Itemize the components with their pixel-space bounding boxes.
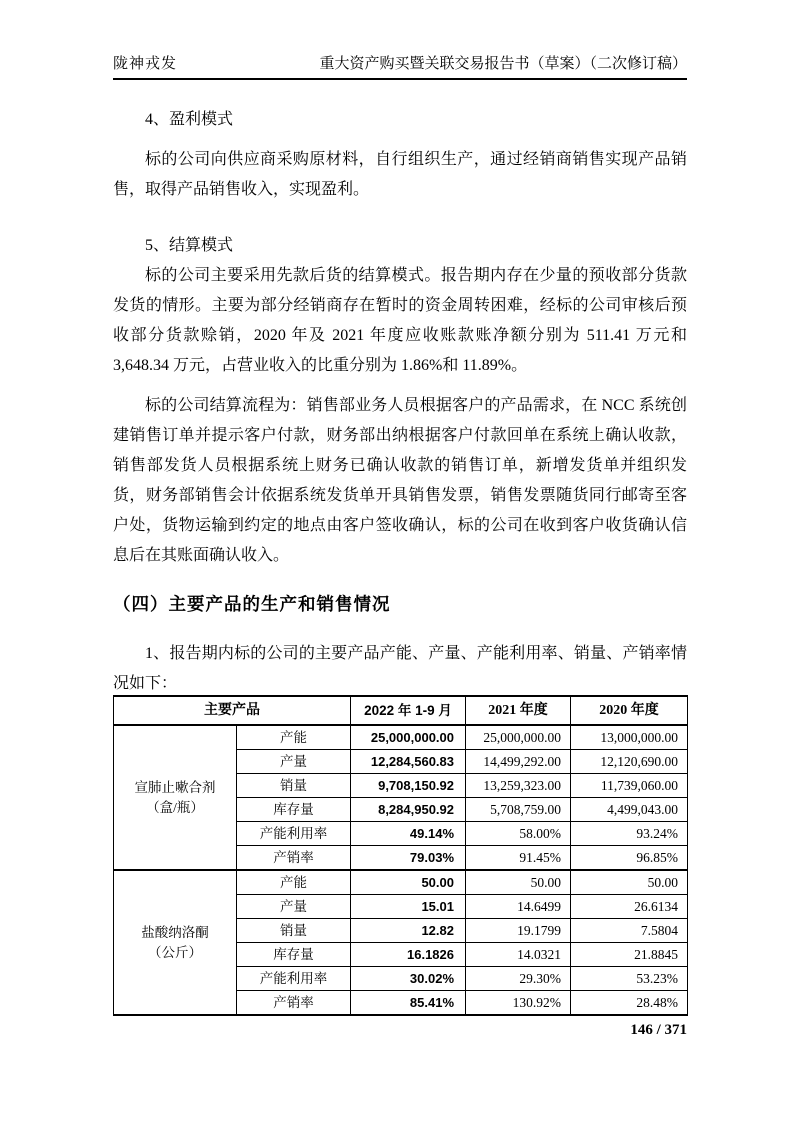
product-name-line1: 盐酸纳洛酮 (141, 924, 209, 940)
table-row (114, 725, 688, 750)
product-name-cell (114, 870, 237, 1015)
value-2021: 14.0321 (466, 943, 571, 967)
value-2022: 12,284,560.83 (351, 750, 466, 774)
value-2020: 96.85% (571, 846, 688, 871)
product-name-line2: （盒/瓶） (146, 799, 204, 815)
page-header (113, 52, 687, 80)
value-2020: 13,000,000.00 (571, 725, 688, 750)
column-header-2021: 2021 年度 (466, 696, 571, 725)
value-2021: 19.1799 (466, 919, 571, 943)
value-2021: 58.00% (466, 822, 571, 846)
metric-label: 产量 (237, 750, 351, 774)
value-2022: 9,708,150.92 (351, 774, 466, 798)
page-footer (113, 1022, 687, 1039)
value-2020: 11,739,060.00 (571, 774, 688, 798)
value-2020: 50.00 (571, 870, 688, 895)
heading-settlement-model: 5、结算模式 (145, 237, 234, 254)
section-heading-production-sales: （四）主要产品的生产和销售情况 (113, 594, 391, 614)
metric-label: 产量 (237, 895, 351, 919)
value-2020: 26.6134 (571, 895, 688, 919)
header-company-name: 陇神戎发 (113, 56, 178, 72)
value-2021: 5,708,759.00 (466, 798, 571, 822)
value-2020: 53.23% (571, 967, 688, 991)
value-2021: 130.92% (466, 991, 571, 1016)
metric-label: 销量 (237, 774, 351, 798)
production-sales-table (113, 695, 688, 1016)
product-name-line2: （公斤） (148, 944, 202, 960)
value-2022: 15.01 (351, 895, 466, 919)
value-2021: 14,499,292.00 (466, 750, 571, 774)
value-2022: 85.41% (351, 991, 466, 1016)
table-header (114, 696, 688, 725)
value-2020: 4,499,043.00 (571, 798, 688, 822)
value-2022: 79.03% (351, 846, 466, 871)
value-2020: 93.24% (571, 822, 688, 846)
value-2022: 12.82 (351, 919, 466, 943)
metric-label: 产销率 (237, 991, 351, 1016)
column-header-2020: 2020 年度 (571, 696, 688, 725)
page-body (113, 93, 687, 1016)
metric-label: 库存量 (237, 798, 351, 822)
value-2021: 91.45% (466, 846, 571, 871)
metric-label: 产能利用率 (237, 822, 351, 846)
value-2021: 29.30% (466, 967, 571, 991)
metric-label: 产能 (237, 725, 351, 750)
value-2022: 16.1826 (351, 943, 466, 967)
metric-label: 产能 (237, 870, 351, 895)
table-row (114, 870, 688, 895)
value-2021: 14.6499 (466, 895, 571, 919)
column-header-product: 主要产品 (114, 696, 351, 725)
value-2022: 25,000,000.00 (351, 725, 466, 750)
table-body (114, 725, 688, 1015)
column-header-2022: 2022 年 1-9 月 (351, 696, 466, 725)
page-number: 146 / 371 (630, 1022, 687, 1038)
value-2020: 12,120,690.00 (571, 750, 688, 774)
paragraph-table-intro: 1、报告期内标的公司的主要产品产能、产量、产能利用率、销量、产销率情况如下： (113, 645, 687, 692)
table-header-row (114, 696, 688, 725)
heading-profit-model: 4、盈利模式 (145, 111, 234, 128)
value-2020: 28.48% (571, 991, 688, 1016)
metric-label: 产能利用率 (237, 967, 351, 991)
metric-label: 库存量 (237, 943, 351, 967)
value-2020: 7.5804 (571, 919, 688, 943)
header-report-title: 重大资产购买暨关联交易报告书（草案）（二次修订稿） (319, 56, 687, 72)
value-2022: 30.02% (351, 967, 466, 991)
value-2022: 49.14% (351, 822, 466, 846)
paragraph-profit-model: 标的公司向供应商采购原材料，自行组织生产，通过经销商销售实现产品销售，取得产品销售收入，实现盈利。 (113, 151, 687, 198)
value-2021: 25,000,000.00 (466, 725, 571, 750)
paragraph-settlement-1: 标的公司主要采用先款后货的结算模式。报告期内存在少量的预收部分货款发货的情形。主要为部分经销商存在暂时的资金周转困难，经标的公司审核后预收部分货款赊销，2020 年及 2021 年度应收账款账净额分别为 511.41 万元和 3,648.34 万元，占营业收入的比重分别为 1.86%和 11.89%。 (113, 267, 687, 374)
metric-label: 销量 (237, 919, 351, 943)
value-2022: 8,284,950.92 (351, 798, 466, 822)
metric-label: 产销率 (237, 846, 351, 871)
paragraph-settlement-2: 标的公司结算流程为：销售部业务人员根据客户的产品需求，在 NCC 系统创建销售订单并提示客户付款，财务部出纳根据客户付款回单在系统上确认收款，销售部发货人员根据系统上财务已确认收款的销售订单，新增发货单并组织发货，财务部销售会计依据系统发货单开具销售发票，销售发票随货同行邮寄至客户处，货物运输到约定的地点由客户签收确认，标的公司在收到客户收货确认信息后在其账面确认收入。 (113, 397, 687, 564)
value-2022: 50.00 (351, 870, 466, 895)
value-2021: 13,259,323.00 (466, 774, 571, 798)
value-2021: 50.00 (466, 870, 571, 895)
product-name-cell (114, 725, 237, 870)
product-name-line1: 宣肺止嗽合剂 (134, 779, 216, 795)
value-2020: 21.8845 (571, 943, 688, 967)
